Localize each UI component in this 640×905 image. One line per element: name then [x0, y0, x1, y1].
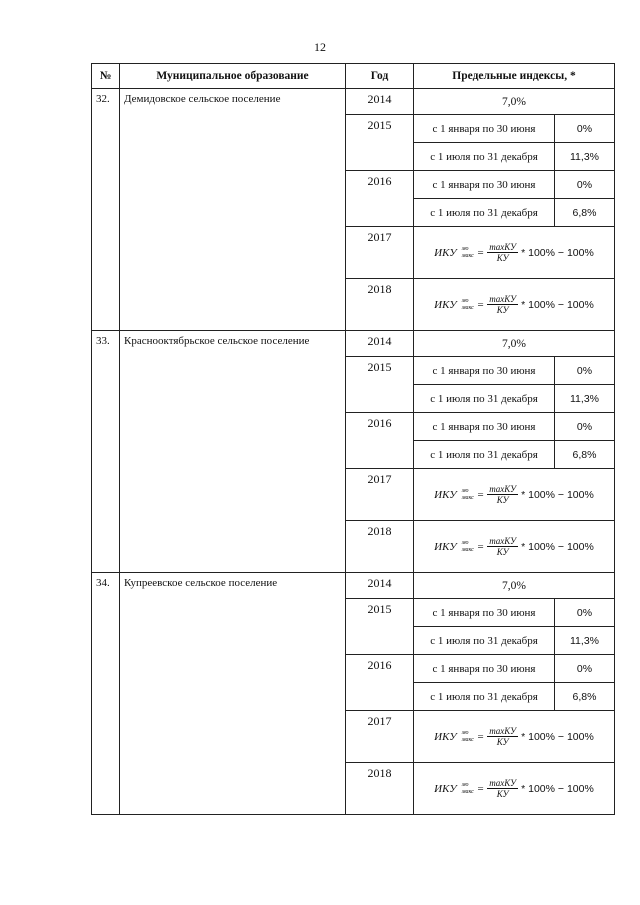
table-row [92, 573, 615, 599]
municipality-name: Демидовское сельское поселение [120, 89, 346, 331]
formula: ИКУ мо макс = $\frac{\max КУ}{КУ}$ * 100% − 100% [434, 242, 594, 263]
period-value: 0% [555, 413, 615, 441]
year-cell: 2016 [346, 413, 414, 469]
period-value: 6,8% [572, 448, 597, 461]
period-value: 0% [555, 357, 615, 385]
period-value: 11,3% [570, 634, 599, 647]
year-cell: 2018 [346, 763, 414, 815]
year-cell: 2015 [346, 599, 414, 655]
period-label: с 1 июля по 31 декабря [414, 683, 555, 711]
table-header-row [92, 64, 615, 89]
period-label: с 1 января по 30 июня [414, 357, 555, 385]
year-cell: 2017 [346, 469, 414, 521]
period-value: 6,8% [572, 690, 597, 703]
year-cell: 2015 [346, 357, 414, 413]
year-cell: 2018 [346, 521, 414, 573]
period-value: 0% [555, 115, 615, 143]
period-label: с 1 июля по 31 декабря [414, 627, 555, 655]
formula: ИКУ мо макс = $\frac{\max КУ}{КУ}$ * 100% − 100% [434, 536, 594, 557]
period-value: 11,3% [570, 150, 599, 163]
municipality-name: Краснооктябрьское сельское поселение [120, 331, 346, 573]
period-label: с 1 января по 30 июня [414, 171, 555, 199]
period-label: с 1 января по 30 июня [414, 599, 555, 627]
year-cell: 2016 [346, 655, 414, 711]
row-number: 33. [92, 331, 120, 573]
period-table [414, 357, 614, 412]
header-year: Год [346, 64, 414, 89]
table-row [92, 331, 615, 357]
period-value: 11,3% [570, 392, 599, 405]
year-cell: 2017 [346, 227, 414, 279]
period-table [414, 115, 614, 170]
page-number: 12 [314, 40, 326, 54]
year-cell: 2014 [346, 89, 414, 115]
period-table [414, 413, 614, 468]
row-number: 34. [92, 573, 120, 815]
period-label: с 1 января по 30 июня [414, 115, 555, 143]
header-num: № [92, 64, 120, 89]
index-value: 7,0% [414, 89, 615, 115]
year-cell: 2015 [346, 115, 414, 171]
year-cell: 2016 [346, 171, 414, 227]
year-cell: 2018 [346, 279, 414, 331]
period-value: 0% [555, 171, 615, 199]
table-row [92, 89, 615, 115]
year-cell: 2014 [346, 331, 414, 357]
period-label: с 1 июля по 31 декабря [414, 143, 555, 171]
period-label: с 1 января по 30 июня [414, 413, 555, 441]
formula: ИКУ мо макс = $\frac{\max КУ}{КУ}$ * 100% − 100% [434, 294, 594, 315]
period-label: с 1 июля по 31 декабря [414, 385, 555, 413]
period-value: 0% [555, 655, 615, 683]
year-cell: 2017 [346, 711, 414, 763]
formula: ИКУ мо макс = $\frac{\max КУ}{КУ}$ * 100% − 100% [434, 484, 594, 505]
period-value: 6,8% [572, 206, 597, 219]
index-value: 7,0% [414, 331, 615, 357]
period-value: 0% [555, 599, 615, 627]
period-label: с 1 января по 30 июня [414, 655, 555, 683]
period-table [414, 599, 614, 654]
year-cell: 2014 [346, 573, 414, 599]
period-table [414, 655, 614, 710]
index-value: 7,0% [414, 573, 615, 599]
header-indices: Предельные индексы, * [414, 64, 615, 89]
row-number: 32. [92, 89, 120, 331]
municipality-name: Купреевское сельское поселение [120, 573, 346, 815]
formula: ИКУ мо макс = $\frac{\max КУ}{КУ}$ * 100% − 100% [434, 778, 594, 799]
period-table [414, 171, 614, 226]
period-label: с 1 июля по 31 декабря [414, 441, 555, 469]
indices-table [91, 63, 615, 815]
period-label: с 1 июля по 31 декабря [414, 199, 555, 227]
formula: ИКУ мо макс = $\frac{\max КУ}{КУ}$ * 100% − 100% [434, 726, 594, 747]
header-municipality: Муниципальное образование [120, 64, 346, 89]
